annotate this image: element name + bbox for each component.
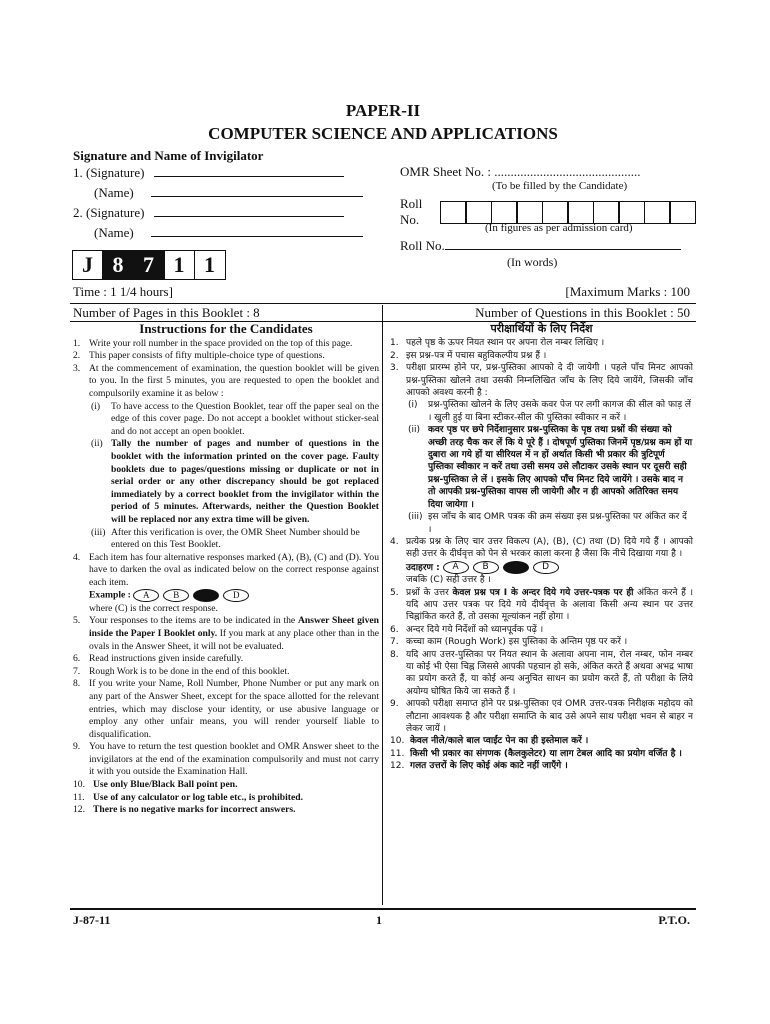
signature-label: 1. (Signature) [73, 165, 145, 180]
list-subitem: (i) प्रश्न-पुस्तिका खोलने के लिए उसके कवर पेज पर लगी कागज की सील को फाड़ लें । खुली हुई या बिना स्टीकर-सील की पुस्तिका स्वीकार न करें । [408, 400, 691, 423]
invigilator-signature-2[interactable] [73, 205, 344, 221]
roll-words-line [445, 239, 681, 250]
invigilator-name-1[interactable] [94, 185, 363, 201]
list-subitem: (i) To have access to the Question Booklet, tear off the paper seal on the edge of this cover page. Do not accept a booklet without sticker-seal and do not accept an open booklet. [91, 400, 379, 437]
oval-a: A [443, 561, 469, 574]
footer-divider [70, 908, 696, 910]
list-item: 8. यदि आप उत्तर-पुस्तिका पर नियत स्थान के अलावा अपना नाम, रोल नम्बर, फोन नम्बर या कोई भी ऐसा चिह्न जिससे आपकी पहचान हो सके, अंकित करते हैं अथवा अभद्र भाषा का प्रयोग करते हैं, या कोई अन्य अनुचित साधन का प्रयोग करते हैं, तो परीक्षा के लिये अयोग्य घोषित किये जा सकते हैं । [390, 649, 693, 697]
oval-d: D [533, 561, 559, 574]
list-item: 4. प्रत्येक प्रश्न के लिए चार उत्तर विकल्प (A), (B), (C) तथा (D) दिये गये हैं । आपको सही उत्तर के दीर्घवृत्त को पेन से भरकर काला करना है जैसा कि नीचे दिखाया गया है । [390, 536, 693, 560]
list-item: 1. Write your roll number in the space provided on the top of this page. [73, 337, 353, 349]
code-box: 7 [133, 250, 165, 280]
list-item: 3. At the commencement of examination, the question booklet will be given to you. In the first 5 minutes, you are requested to open the booklet and compulsorily examine it as below : [73, 362, 379, 399]
questions-count: Number of Questions in this Booklet : 50 [475, 305, 690, 320]
list-subitem: (iii) After this verification is over, the OMR Sheet Number should be entered on this Test Booklet. [91, 526, 360, 551]
page-number: 1 [376, 913, 382, 927]
code-box: J [72, 250, 104, 280]
list-item: 11. किसी भी प्रकार का संगणक (कैलकुलेटर) या लाग टेबल आदि का प्रयोग वर्जित है । [390, 748, 682, 759]
list-item: 4. Each item has four alternative responses marked (A), (B), (C) and (D). You have to darken the oval as indicated below on the correct response against each item. [73, 551, 379, 588]
list-item: 1. पहले पृष्ठ के ऊपर नियत स्थान पर अपना रोल नम्बर लिखिए । [390, 338, 605, 349]
list-item: 11. Use of any calculator or log table etc., is prohibited. [73, 791, 303, 803]
oval-a: A [133, 589, 159, 602]
invigilator-heading: Signature and Name of Invigilator [73, 148, 264, 163]
exam-cover-page [70, 0, 696, 1024]
list-subitem: (ii) कवर पृष्ठ पर छपे निर्देशानुसार प्रश्न-पुस्तिका के पृष्ठ तथा प्रश्नों की संख्या को अच्छी तरह चैक कर लें कि ये पूरे हैं । दोषपूर्ण पुस्तिका जिनमें पृष्ठ/प्रश्न कम हों या दुबारा आ गये हों या सीरियल में न हों अर्थात किसी भी प्रकार की त्रुटिपूर्ण पुस्तिका स्वीकार न करें तथा उसी समय उसे लौटाकर उसके स्थान पर दूसरी सही प्रश्न-पुस्तिका ले लें । इसके लिए आपको पाँच मिनट दिये जायेंगे । उसके बाद न तो आपकी प्रश्न-पुस्तिका वापस ली जायेगी और न ही आपको अतिरिक्त समय दिया जायेगा । [408, 425, 693, 510]
instructions-heading-hindi: परीक्षार्थियों के लिए निर्देश [490, 322, 593, 335]
paper-number: PAPER-II [345, 101, 421, 120]
oval-b: B [163, 589, 189, 602]
example-row-hindi [390, 561, 693, 574]
list-item: 9. आपको परीक्षा समाप्त होने पर प्रश्न-पुस्तिका एवं OMR उत्तर-पत्रक निरीक्षक महोदय को लौटाना आवश्यक है और परीक्षा समाप्ति के बाद उसे अपने साथ परीक्षा भवन से बाहर न लेकर जायें । [390, 699, 693, 734]
list-subitem: (ii) Tally the number of pages and number of questions in the booklet with the information printed on the cover page. Faulty booklets due to pages/questions missing or duplicate or not in serial order or any other discrepancy should be got replaced immediately by a correct booklet from the invigilator within the period of 5 minutes. Afterwards, neither the Question Booklet will be replaced nor any extra time will be given. [91, 438, 379, 525]
signature-line [154, 166, 344, 177]
list-item: 7. Rough Work is to be done in the end of this booklet. [73, 665, 290, 677]
omr-note: (To be filled by the Candidate) [492, 180, 628, 192]
divider [70, 303, 696, 304]
name-label: (Name) [94, 185, 134, 200]
roll-words-field[interactable] [400, 238, 681, 254]
roll-words-note: (In words) [507, 255, 558, 269]
invigilator-name-2[interactable] [94, 225, 363, 241]
max-marks-label: [Maximum Marks : 100 [565, 284, 690, 299]
example-row [73, 589, 379, 602]
example-note: where (C) is the correct response. [89, 602, 218, 614]
example-ovals [133, 589, 249, 602]
omr-label: OMR Sheet No. : ............................................. [400, 164, 641, 179]
instructions-english [73, 323, 379, 817]
name-line [151, 186, 363, 197]
oval-c-filled [193, 589, 219, 602]
list-item: 8. If you write your Name, Roll Number, Phone Number or put any mark on any part of the Answer Sheet, except for the space allotted for the relevant entries, which may disclose your identity, or use abusive language or employ any other unfair means, you will render yourself liable to disqualification. [73, 678, 379, 740]
roll-words-label: Roll No. [400, 238, 445, 253]
list-item: 12. गलत उत्तरों के लिए कोई अंक काटे नहीं जाएँगे । [390, 761, 568, 772]
list-subitem: (iii) इस जाँच के बाद OMR पत्रक की क्रम संख्या इस प्रश्न-पुस्तिका पर अंकित कर दें । [408, 512, 687, 535]
signature-label: 2. (Signature) [73, 205, 145, 220]
oval-d: D [223, 589, 249, 602]
name-line [151, 226, 363, 237]
time-label: Time : 1 1/4 hours] [73, 284, 173, 299]
signature-line [154, 206, 344, 217]
list-item: 10. Use only Blue/Black Ball point pen. [73, 779, 238, 791]
code-box: 8 [102, 250, 134, 280]
subject-title: COMPUTER SCIENCE AND APPLICATIONS [208, 124, 558, 143]
example-note-hindi: जबकि (C) सही उत्तर है । [406, 575, 491, 586]
list-item: 10. केवल नीले/काले बाल प्वाईंट पेन का ही इस्तेमाल करें । [390, 736, 589, 747]
example-label: Example : [89, 590, 131, 602]
name-label: (Name) [94, 225, 134, 240]
paper-code-boxes [73, 250, 226, 280]
oval-b: B [473, 561, 499, 574]
list-item: 2. This paper consists of fifty multiple-choice type of questions. [73, 350, 325, 362]
column-divider [382, 305, 383, 905]
code-box: 1 [163, 250, 195, 280]
oval-c-filled [503, 561, 529, 574]
list-item: 9. You have to return the test question booklet and OMR Answer sheet to the invigilators at the end of the examination compulsorily and must not carry it with you outside the Examination Hall. [73, 741, 379, 778]
pages-count: Number of Pages in this Booklet : 8 [73, 305, 260, 320]
code-box: 1 [194, 250, 226, 280]
example-label-hindi: उदाहरण : [406, 562, 440, 573]
invigilator-signature-1[interactable] [73, 165, 344, 181]
list-item: 5. प्रश्नों के उत्तर केवल प्रश्न पत्र I के अन्दर दिये गये उत्तर-पत्रक पर ही अंकित करने हैं । यदि आप उत्तर पत्रक पर दिये गये दीर्घवृत्त के अलावा किसी अन्य स्थान पर उत्तर चिह्नांकित करते हैं, तो उसका मूल्यांकन नहीं होगा । [390, 587, 693, 623]
list-item: 12. There is no negative marks for incorrect answers. [73, 804, 296, 816]
instructions-heading: Instructions for the Candidates [139, 321, 313, 336]
instructions-hindi [390, 323, 693, 773]
list-item: 6. Read instructions given inside carefully. [73, 653, 244, 665]
example-ovals-hindi [443, 561, 559, 574]
omr-sheet-field[interactable] [400, 164, 641, 192]
list-item: 6. अन्दर दिये गये निर्देशों को ध्यानपूर्वक पढ़ें । [390, 624, 544, 635]
roll-label: Roll No. [400, 196, 423, 227]
list-item: 3. परीक्षा प्रारम्भ होने पर, प्रश्न-पुस्तिका आपको दे दी जायेगी । पहले पाँच मिनट आपको प्रश्न-पुस्तिका खोलने तथा उसकी निम्नलिखित जाँच के लिए दिये जायेंगे, जिसकी जाँच आपको अवश्य करनी है : [390, 363, 693, 399]
roll-figures-note: (In figures as per admission card) [485, 222, 633, 234]
list-item: 5. Your responses to the items are to be indicated in the Answer Sheet given inside the Paper I Booklet only. If you mark at any place other than in the ovals in the Answer Sheet, it will not be evaluated. [73, 615, 379, 652]
list-item: 7. कच्चा काम (Rough Work) इस पुस्तिका के अन्तिम पृष्ठ पर करें । [390, 637, 628, 648]
footer-code: J-87-11 [73, 913, 111, 927]
roll-digit-boxes[interactable] [441, 201, 696, 224]
pto-label: P.T.O. [658, 913, 690, 927]
list-item: 2. इस प्रश्न-पत्र में पचास बहुविकल्पीय प्रश्न हैं । [390, 350, 547, 361]
